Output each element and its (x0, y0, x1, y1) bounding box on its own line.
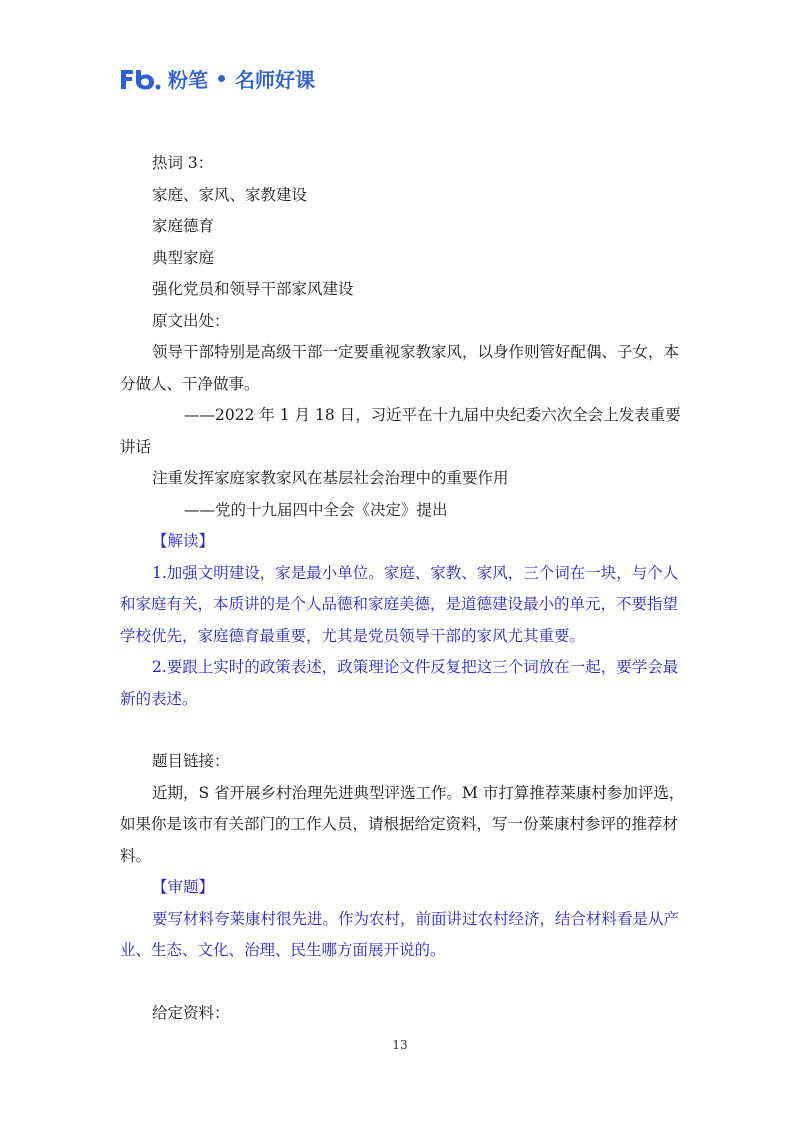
brand-slogan: 名师好课 (235, 68, 315, 92)
keyword-item: 强化党员和领导干部家风建设 (152, 280, 354, 298)
materials-label: 给定资料： (152, 1003, 230, 1022)
quote-text: 领导干部特别是高级干部一定要重视家教家风，以身作则管好配偶、子女，本分做人、干净做事。 (120, 343, 680, 393)
fenbi-logo-icon (118, 66, 162, 92)
review-label: 【审题】 (152, 878, 215, 896)
separator-dot-icon (218, 75, 225, 82)
brand-name: 粉笔 (168, 68, 208, 92)
document-body (120, 148, 690, 1029)
brand-logo (118, 64, 315, 93)
page-number: 13 (392, 1038, 408, 1052)
interpretation-point: 1.加强文明建设，家是最小单位。家庭、家教、家风，三个词在一块，与个人和家庭有关，本质讲的是个人品德和家庭美德，是道德建设最小的单元，不要指望学校优先，家庭德育最重要，尤其是党员领导干部的家风尤其重要。 (120, 563, 679, 645)
quote-attribution: ——2022 年 1 月 18 日，习近平在十九届中央纪委六次全会上发表重要讲话 (120, 406, 681, 456)
keyword-item: 典型家庭 (152, 248, 215, 267)
hotword-label: 热词 3： (152, 154, 214, 172)
question-label: 题目链接： (152, 752, 230, 770)
keyword-item: 家庭德育 (152, 217, 215, 235)
keyword-item: 家庭、家风、家教建设 (152, 185, 308, 204)
source-label: 原文出处： (152, 311, 230, 330)
quote-attribution: ——党的十九届四中全会《决定》提出 (184, 500, 448, 519)
quote-text: 注重发挥家庭家教家风在基层社会治理中的重要作用 (152, 469, 509, 487)
question-text: 近期，S 省开展乡村治理先进典型评选工作。M 市打算推荐莱康村参加评选，如果你是该市有关部门的工作人员，请根据给定资料，写一份莱康村参评的推荐材料。 (120, 783, 685, 865)
interpretation-label: 【解读】 (152, 532, 215, 550)
interpretation-point: 2.要跟上实时的政策表述，政策理论文件反复把这三个词放在一起，要学会最新的表述。 (120, 658, 679, 708)
review-text: 要写材料夸莱康村很先进。作为农村，前面讲过农村经济，结合材料看是从产业、生态、文化、治理、民生哪方面展开说的。 (120, 909, 680, 959)
